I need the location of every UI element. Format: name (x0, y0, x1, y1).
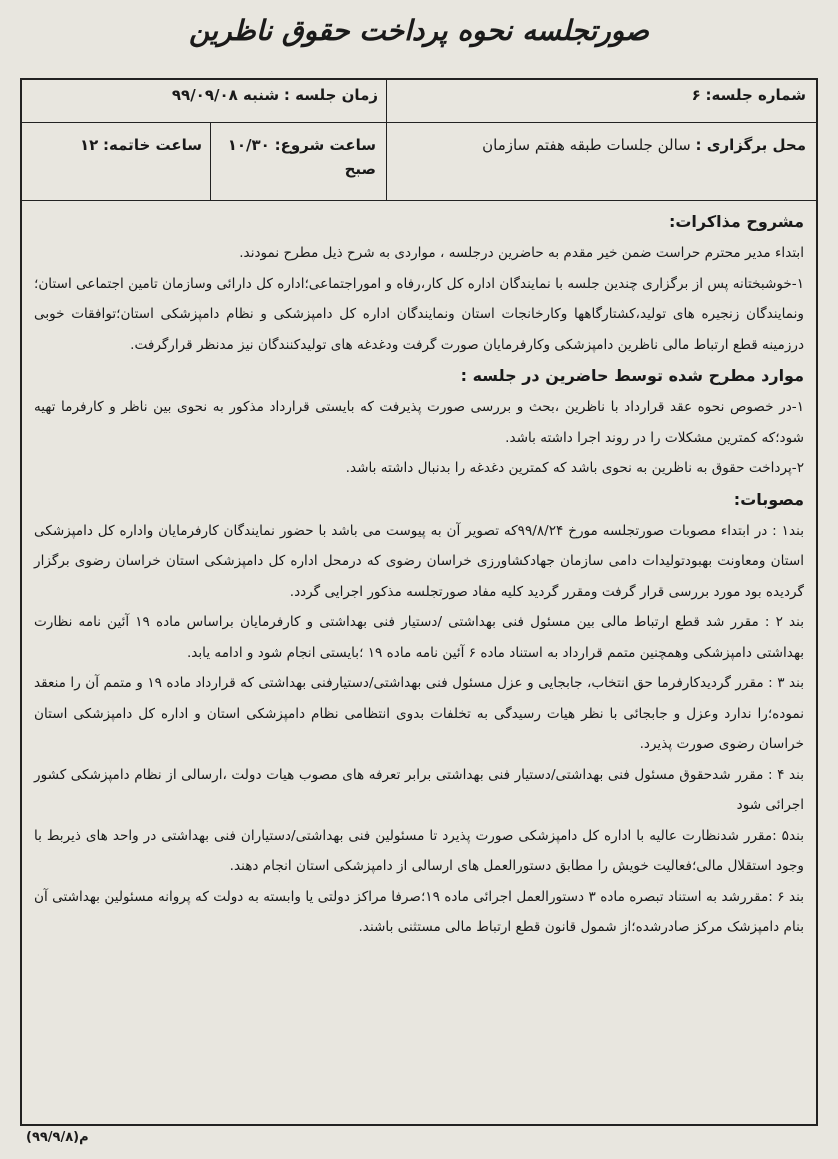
raised-item-1: ۱-در خصوص نحوه عقد قرارداد با ناظرین ،بحث و بررسی صورت پذیرفت که بایستی قرارداد مذکور به نحوی بین ناظر و کارفرما تهیه شود؛که کمترین مشکلات را در روند اجرا داشته باشد. (34, 399, 804, 446)
venue: سالن جلسات طبقه هفتم سازمان (482, 136, 691, 154)
venue-label: محل برگزاری : (695, 136, 806, 154)
session-number-cell (386, 80, 816, 122)
resolution-4: بند ۴ : مقرر شدحقوق مسئول فنی بهداشتی/دستیار فنی بهداشتی برابر تعرفه های مصوب هیات دولت ،ارسالی از نظام دامپزشکی کشور اجرائی شود (34, 766, 805, 813)
session-time-cell (22, 80, 388, 122)
document-title: صورتجلسه نحوه پرداخت حقوق ناظرین (188, 14, 649, 47)
resolution-3: بند ۳ : مقرر گردیدکارفرما حق انتخاب، جابجایی و عزل مسئول فنی بهداشتی/دستیارفنی بهداشتی که قرارداد ماده ۱۹ و متمم آن را منعقد نموده؛را ندارد وعزل و جابجائی با نظر هیات رسیدگی به تخلفات بدوی انتظامی نظام دامپزشکی استان و اداره کل دامپزشکی استان خراسان رضوی صورت پذیرد. (34, 675, 804, 752)
resolutions-heading: مصوبات: (733, 489, 804, 509)
resolution-1: بند۱ : در ابتداء مصوبات صورتجلسه مورخ ۹۹/۸/۲۴که تصویر آن به پیوست می باشد با حضور نمایندگان کارفرمایان واداره کل دامپزشکی استان ومعاونت بهبودتولیدات دامی سازمان جهادکشاورزی خراسان رضوی که درمحل اداره کل دامپزشکی استان خراسان رضوی برگزار گردیده بود مورد بررسی قرار گرفت ومقرر گردید کلیه مفاد صورتجلسه مذکور اجرایی گردد. (34, 522, 804, 600)
start-time-cell (210, 122, 386, 200)
end-time-label: ساعت خاتمه: (103, 136, 202, 154)
header-row-2 (22, 122, 816, 201)
minutes-content (34, 206, 804, 943)
header-row-1 (22, 80, 816, 123)
start-time: ۱۰/۳۰ (227, 136, 270, 154)
venue-cell (386, 122, 816, 200)
resolution-2: بند ۲ : مقرر شد قطع ارتباط مالی بین مسئول فنی بهداشتی /دستیار فنی بهداشتی و کارفرمایان براساس ماده ۱۹ آئین نامه نظارت بهداشتی دامپزشکی وهمچنین متمم قرارداد به استناد ماده ۶ آئین نامه ماده ۱۹ ؛بایستی انجام شود و ادامه یابد. (34, 614, 804, 661)
start-time-label: ساعت شروع: (274, 136, 376, 154)
discussion-item-1: ۱-خوشبختانه پس از برگزاری چندین جلسه با نمایندگان اداره کل کار،رفاه و اموراجتماعی؛اداره کل دارائی وسازمان تامین اجتماعی استان؛ ونمایندگان زنجیره های تولید،کشتارگاهها وکارخانجات استان ونمایندگان اداره کل دامپزشکی و نظام دامپزشکی استان؛توافقات خوبی درزمینه قطع ارتباط مالی ناظرین دامپزشکی وکارفرمایان صورت گرفت ودغدغه های تولیدکنندگان نیز مدنظر قرارگرفت. (34, 275, 804, 353)
end-time: ۱۲ (79, 136, 99, 154)
resolution-6: بند ۶ :مقررشد به استناد تبصره ماده ۳ دستورالعمل اجرائی ماده ۱۹؛صرفا مراکز دولتی یا وابسته به دولت که پروانه مسئولین بهداشتی آن بنام دامپزشک مرکز صادرشده؛از شمول قانون قطع ارتباط مالی مستثنی باشند. (34, 888, 804, 935)
session-time: شنبه ۹۹/۰۹/۰۸ (171, 86, 280, 104)
session-number: ۶ (691, 86, 701, 104)
resolution-5: بند۵ :مقرر شدنظارت عالیه با اداره کل دامپزشکی صورت پذیرد تا مسئولین فنی بهداشتی/دستیاران فنی بهداشتی در واحد های ذیربط با وجود استقلال مالی؛فعالیت خویش را مطابق دستورالعمل های ارسالی از دامپزشکی استان انجام دهند. (34, 827, 804, 874)
minutes-frame (20, 78, 818, 1126)
page-footer-date: (۹۹/۹/۸)م (26, 1130, 89, 1145)
discussion-heading: مشروح مذاکرات: (668, 212, 804, 231)
raised-items-heading: موارد مطرح شده توسط حاضرین در جلسه : (460, 366, 804, 385)
raised-item-2: ۲-پرداخت حقوق به ناظرین به نحوی باشد که کمترین دغدغه را بدنبال داشته باشد. (345, 460, 804, 476)
end-time-cell (22, 122, 212, 200)
intro-paragraph: ابتداء مدیر محترم حراست ضمن خیر مقدم به حاضرین درجلسه ، مواردی به شرح ذیل مطرح نمودند. (239, 245, 804, 261)
start-time-suffix: صبح (344, 160, 376, 178)
session-number-label: شماره جلسه: (705, 86, 806, 104)
session-time-label: زمان جلسه : (283, 86, 378, 104)
